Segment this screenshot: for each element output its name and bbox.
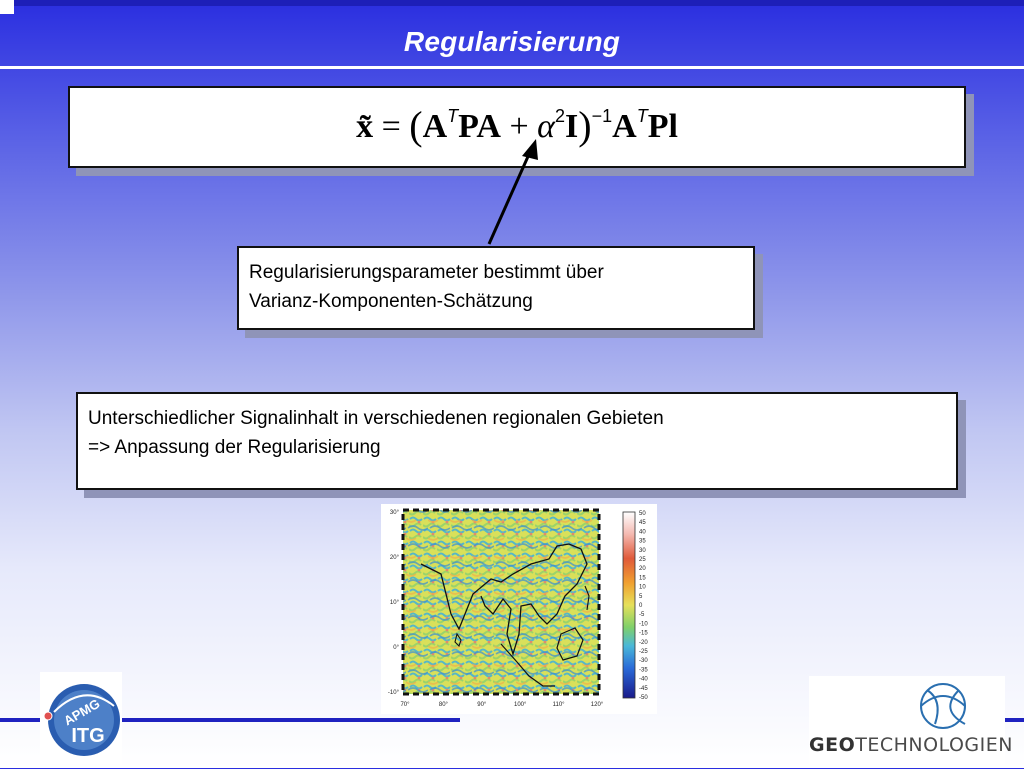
colorbar-tick-label: 30 <box>639 547 646 554</box>
logo-apmg-text: APMG <box>61 695 103 729</box>
formula-A: A <box>422 108 448 145</box>
colorbar-tick-label: -20 <box>639 639 648 646</box>
colorbar-tick-label: -25 <box>639 649 648 655</box>
longitude-tick-label: 100° <box>513 702 527 708</box>
info-box <box>76 392 958 490</box>
formula-x-tilde: x̃ <box>356 108 374 145</box>
parameter-note-line-1: Regularisierungsparameter bestimmt über <box>249 262 604 283</box>
colorbar-tick-label: 0 <box>639 603 643 609</box>
latitude-tick-label: -10° <box>387 690 399 696</box>
colorbar-tick-label: 50 <box>639 511 646 517</box>
regional-map <box>381 504 657 714</box>
colorbar-tick-label: 5 <box>639 593 643 600</box>
longitude-tick-label: 70° <box>400 702 410 708</box>
latitude-tick-label: 10° <box>389 600 399 606</box>
colorbar-tick-label: 45 <box>639 520 646 527</box>
apmg-itg-logo-graphic <box>40 672 122 764</box>
info-text <box>88 404 664 462</box>
geotechnologien-emblem <box>809 676 1005 736</box>
info-line-1: Unterschiedlicher Signalinhalt in verschiedenen regionalen Gebieten <box>88 408 664 429</box>
colorbar-ticks <box>639 511 648 701</box>
formula-alpha: α <box>537 108 556 145</box>
colorbar-tick-label: -5 <box>639 612 645 619</box>
longitude-tick-label: 90° <box>477 702 487 708</box>
regional-map-figure <box>381 504 657 714</box>
colorbar-tick-label: 25 <box>639 557 646 563</box>
logo-itg-text: ITG <box>71 725 105 747</box>
colorbar-tick-label: -50 <box>639 695 648 701</box>
geotechnologien-wordmark <box>809 734 1013 756</box>
wordmark-technologien: TECHNOLOGIEN <box>855 734 1013 756</box>
geotechnologien-logo <box>809 676 1013 764</box>
latitude-tick-label: 0° <box>393 645 399 651</box>
colorbar-tick-label: -15 <box>639 630 648 637</box>
wordmark-geo: GEO <box>809 734 856 756</box>
parameter-note-line-2: Varianz-Komponenten-Schätzung <box>249 291 533 312</box>
formula-squared: 2 <box>555 106 566 126</box>
apmg-itg-logo <box>40 672 122 764</box>
slide-title: Regularisierung <box>403 26 621 57</box>
formula-Pl: Pl <box>647 108 678 145</box>
formula-PA: PA <box>458 108 501 145</box>
formula-inverse: −1 <box>591 106 613 126</box>
parameter-note-text <box>249 258 604 316</box>
latitude-ticks <box>388 510 400 696</box>
parameter-note-box <box>237 246 755 330</box>
formula-transpose: T <box>447 106 459 126</box>
colorbar-tick-label: -10 <box>639 621 648 628</box>
formula-A2: A <box>612 108 637 145</box>
colorbar-tick-label: 20 <box>639 566 646 573</box>
info-line-2: => Anpassung der Regularisierung <box>88 437 381 458</box>
colorbar-tick-label: -40 <box>639 676 648 683</box>
formula-equals: = <box>373 108 410 145</box>
formula-I: I <box>565 108 579 145</box>
formula-plus: + <box>500 108 538 145</box>
colorbar-tick-label: -35 <box>639 667 648 674</box>
colorbar-tick-label: -45 <box>639 685 648 692</box>
longitude-tick-label: 120° <box>590 702 604 708</box>
longitude-tick-label: 110° <box>552 702 565 708</box>
colorbar-tick-label: -30 <box>639 658 648 665</box>
color-bar <box>623 512 635 698</box>
latitude-tick-label: 20° <box>389 555 399 561</box>
colorbar-tick-label: 40 <box>639 529 646 536</box>
formula-transpose-2: T <box>636 106 648 126</box>
longitude-tick-label: 80° <box>438 702 448 708</box>
colorbar-tick-label: 10 <box>639 584 646 591</box>
formula-open-paren: ( <box>409 103 423 148</box>
colorbar-tick-label: 35 <box>639 538 646 545</box>
formula-close-paren: ) <box>578 103 592 148</box>
latitude-tick-label: 30° <box>389 510 399 516</box>
colorbar-tick-label: 15 <box>639 575 646 582</box>
longitude-ticks <box>400 702 603 708</box>
